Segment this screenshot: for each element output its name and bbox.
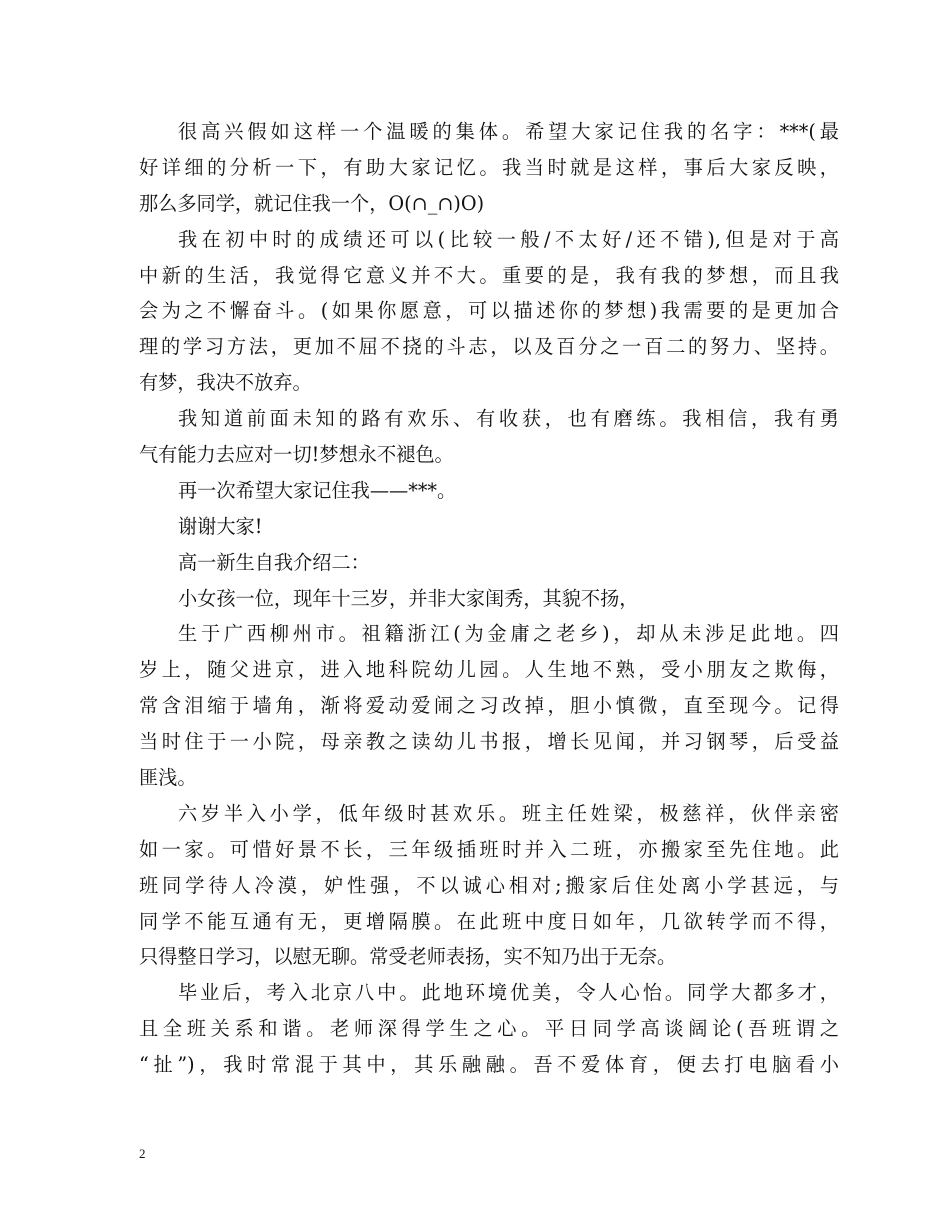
text-line: 谢谢大家! [178,514,263,538]
text-line: 六岁半入小学，低年级时甚欢乐。班主任姓梁，极慈祥，伙伴亲密 [178,801,839,825]
section-heading: 高一新生自我介绍二： [178,550,370,574]
text-line: 那么多同学，就记住我一个，O(∩_∩)O) [139,191,485,215]
text-line: 我知道前面未知的路有欢乐、有收获，也有磨练。我相信，我有勇 [178,407,839,431]
text-line: 有梦，我决不放弃。 [139,371,312,395]
text-line: 常含泪缩于墙角，渐将爱动爱闹之习改掉，胆小慎微，直至现今。记得 [139,694,839,718]
text-line: 再一次希望大家记住我——***。 [178,478,457,502]
text-line: 班同学待人冷漠，妒性强，不以诚心相对;搬家后住处离小学甚远，与 [139,873,839,897]
text-line: 只得整日学习，以慰无聊。常受老师表扬，实不知乃出于无奈。 [139,945,677,969]
text-line: 中新的生活，我觉得它意义并不大。重要的是，我有我的梦想，而且我 [139,263,839,287]
text-line: 理的学习方法，更加不屈不挠的斗志，以及百分之一百二的努力、坚持。 [139,335,839,359]
text-line: 生于广西柳州市。祖籍浙江(为金庸之老乡)，却从未涉足此地。四 [178,622,839,646]
page-number: 2 [139,1146,146,1161]
text-line: 当时住于一小院，母亲教之读幼儿书报，增长见闻，并习钢琴，后受益 [139,730,839,754]
text-line: 同学不能互通有无，更增隔膜。在此班中度日如年，几欲转学而不得， [139,909,839,933]
text-line: 很高兴假如这样一个温暖的集体。希望大家记住我的名字：***(最 [178,120,839,143]
text-line: 气有能力去应对一切!梦想永不褪色。 [139,443,454,467]
text-line: 毕业后，考入北京八中。此地环境优美，令人心怡。同学大都多才， [178,981,839,1005]
text-line: 好详细的分析一下，有助大家记忆。我当时就是这样，事后大家反映， [139,155,839,179]
text-line: 会为之不懈奋斗。(如果你愿意，可以描述你的梦想)我需要的是更加合 [139,299,839,323]
text-line: 匪浅。 [139,766,197,790]
text-line: “扯”)，我时常混于其中，其乐融融。吾不爱体育，便去打电脑看小 [139,1053,839,1077]
text-line: 如一家。可惜好景不长，三年级插班时并入二班，亦搬家至先住地。此 [139,837,839,861]
text-line: 小女孩一位，现年十三岁，并非大家闺秀，其貌不扬， [178,586,639,610]
document-body [139,114,839,1083]
text-line: 岁上，随父进京，进入地科院幼儿园。人生地不熟，受小朋友之欺侮， [139,658,839,682]
text-line: 且全班关系和谐。老师深得学生之心。平日同学高谈阔论(吾班谓之 [139,1017,839,1041]
text-line: 我在初中时的成绩还可以(比较一般/不太好/还不错),但是对于高 [178,227,839,251]
